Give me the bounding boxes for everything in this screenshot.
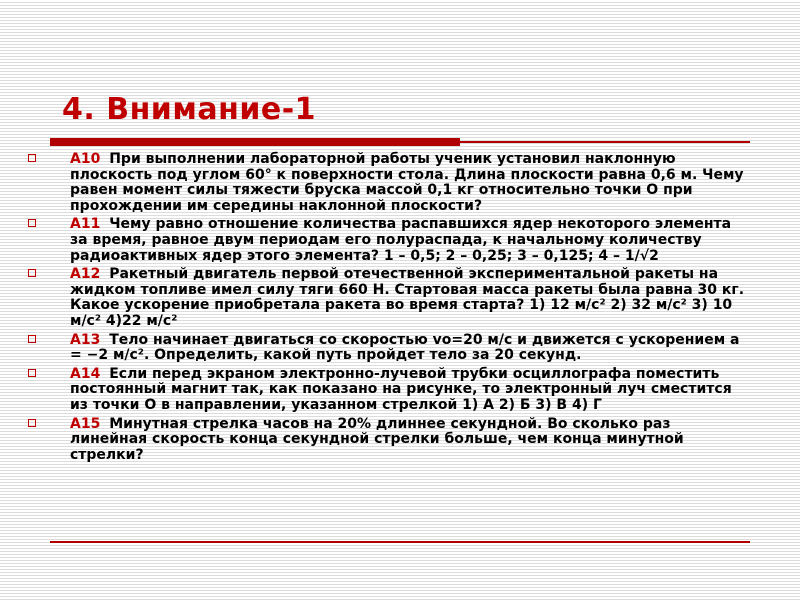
question-item-a15: [28, 417, 750, 464]
question-text: Ракетный двигатель первой отечественной экспериментальной ракеты на жидком топливе имел силу тяги 660 Н. Стартовая масса ракеты была равна 30 кг. Какое ускорение приобретала ракета во время старта? 1) 12 м/с² 2) 32 м/с² 3) 10 м/с² 4)22 м/с²: [70, 266, 745, 329]
bottom-rule: [50, 541, 750, 543]
question-id: А12: [70, 266, 101, 283]
question-id: А13: [70, 331, 101, 348]
question-text: Тело начинает двигаться со скоростью vo=20 м/с и движется с ускорением a = −2 м/с². Определить, какой путь пройдет тело за 20 секунд.: [70, 331, 740, 364]
title-underline-thick: [50, 138, 460, 146]
question-id: А14: [70, 365, 101, 382]
question-text: При выполнении лабораторной работы ученик установил наклонную плоскость под углом 60° к поверхности стола. Длина плоскости равна 0,6 м. Чему равен момент силы тяжести бруска массой 0,1 кг относительно точки О при прохождении им середины наклонной плоскости?: [70, 151, 744, 214]
slide-title: 4. Внимание-1: [62, 92, 317, 127]
question-item-a10: [28, 152, 750, 214]
square-bullet-icon: [28, 219, 36, 227]
question-text: Чему равно отношение количества распавшихся ядер некоторого элемента за время, равное двум периодам его полураспада, к начальному количеству радиоактивных ядер этого элемента? 1 – 0,5; 2 – 0,25; 3 – 0,125; 4 – 1/√2: [70, 216, 732, 264]
question-item-a12: [28, 267, 750, 329]
square-bullet-icon: [28, 335, 36, 343]
question-id: А10: [70, 151, 101, 167]
question-id: А11: [70, 216, 101, 233]
square-bullet-icon: [28, 154, 36, 162]
question-item-a14: [28, 367, 750, 414]
square-bullet-icon: [28, 269, 36, 277]
question-item-a11: [28, 217, 750, 264]
question-list: [28, 152, 750, 466]
square-bullet-icon: [28, 369, 36, 377]
square-bullet-icon: [28, 419, 36, 427]
question-text: Если перед экраном электронно-лучевой трубки осциллографа поместить постоянный магнит так, как показано на рисунке, то электронный луч сместится из точки О в направлении, указанном стрелкой 1) А 2) Б 3) В 4) Г: [70, 365, 732, 413]
question-text: Минутная стрелка часов на 20% длиннее секундной. Во сколько раз линейная скорость конца секундной стрелки больше, чем конца минутной стрелки?: [70, 415, 684, 463]
question-item-a13: [28, 333, 750, 364]
title-underline-thin: [460, 141, 750, 143]
question-id: А15: [70, 415, 101, 432]
